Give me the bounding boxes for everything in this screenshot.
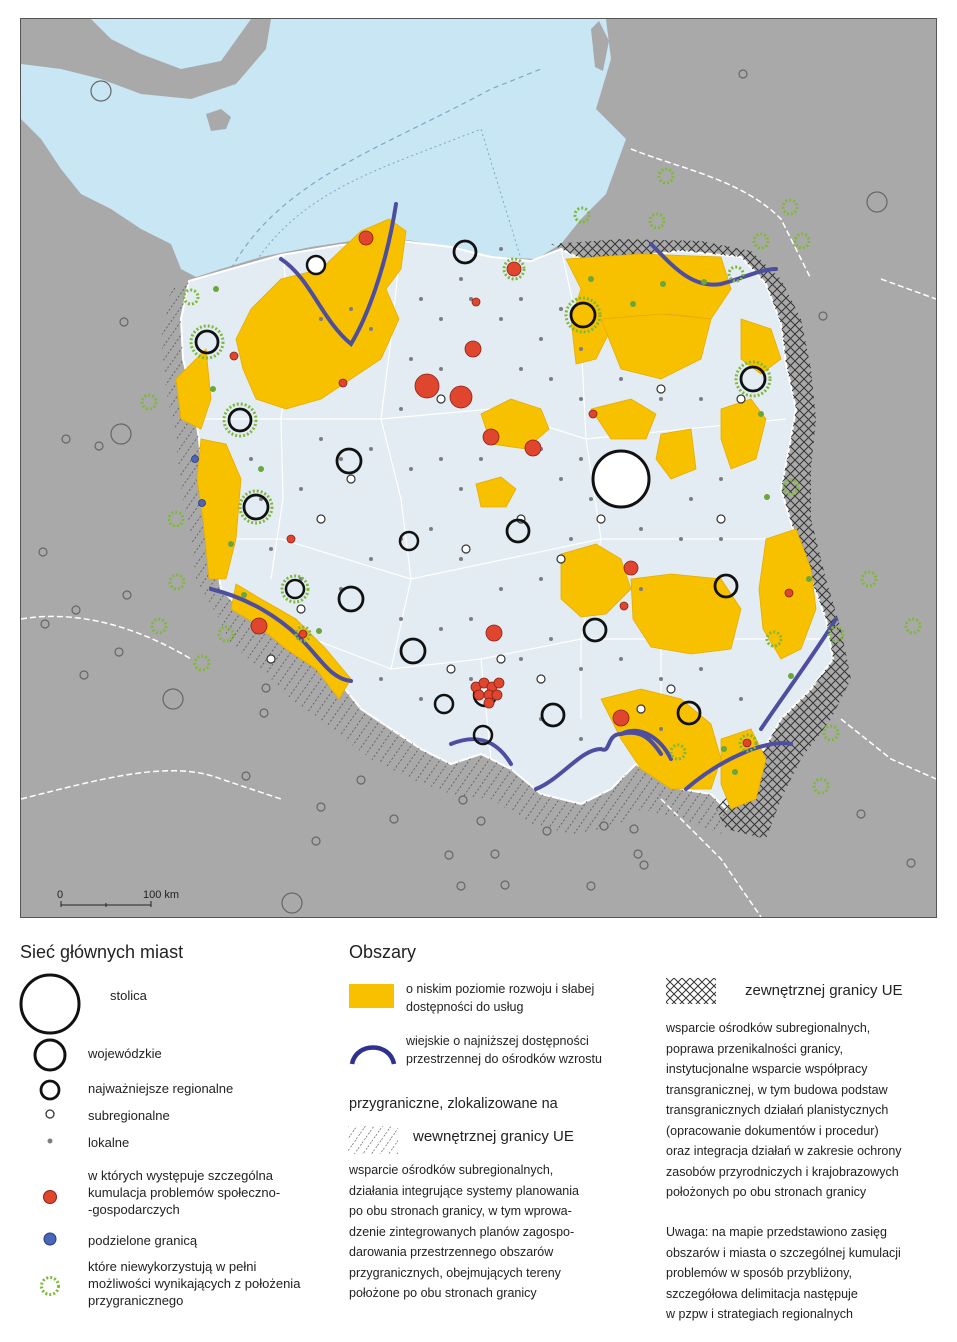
voivodeship-symbol [32, 1037, 68, 1073]
legend-divided: podzielone granicą [88, 1233, 198, 1248]
local-symbol [46, 1137, 54, 1145]
rural-line-symbol [348, 1034, 398, 1068]
low-development-symbol [349, 980, 395, 1010]
scale-zero-label: 0 [57, 889, 64, 901]
legend-border-heading: przygraniczne, zlokalizowane na [349, 1096, 558, 1112]
legend-voivodeship: wojewódzkie [88, 1046, 162, 1061]
map-canvas [21, 19, 936, 917]
scale-end-label: 100 km [143, 889, 180, 901]
problem-city-symbol [41, 1188, 59, 1206]
legend-external-desc: wsparcie ośrodków subregionalnych, poprawa przenikalności granicy, instytucjonalne wsparcie współpracy transgranicznej, w tym budowa podstaw transgranicznych działań planistycznych (opracowanie dokumentów i procedur) oraz integracja działań w zakresie ochrony zasobów przyrodniczych i krajobrazowych położonych po obu stronach granicy [666, 1021, 902, 1199]
legend-low-dev: o niskim poziomie rozwoju i słabej dostępności do usług [406, 982, 595, 1014]
legend-cities-title: Sieć głównych miast [20, 942, 184, 962]
legend [0, 930, 957, 1342]
capital-symbol [18, 972, 82, 1036]
subregional-symbol [44, 1108, 56, 1120]
map-frame [20, 18, 937, 918]
legend-areas-title: Obszary [349, 942, 417, 962]
regional-symbol [38, 1078, 62, 1102]
legend-note: Uwaga: na mapie przedstawiono zasięg obszarów i miasta o szczególnej kumulacji problemów w sposób przybliżony, szczegółowa delimitacja następuje w pzpw i strategiach regionalnych [666, 1225, 901, 1321]
legend-capital: stolica [110, 988, 147, 1003]
legend-local: lokalne [88, 1135, 130, 1150]
legend-regional: najważniejsze regionalne [88, 1081, 234, 1096]
legend-unused: które niewykorzystują w pełni możliwości wynikających z położenia przygranicznego [88, 1259, 301, 1308]
legend-internal-desc: wsparcie ośrodków subregionalnych, działania integrujące systemy planowania po obu stronach granicy, w tym wprowa- dzenie zintegrowanych planów zagospo- darowania przestrzennego obszarów przygranicznych, obejmujących tereny położone po obu stronach granicy [349, 1163, 579, 1300]
border-potential-symbol [38, 1274, 62, 1298]
internal-border-symbol [348, 1126, 398, 1154]
legend-problems: w których występuje szczególna kumulacja problemów społeczno- -gospodarczych [88, 1168, 281, 1217]
external-border-symbol [666, 978, 716, 1004]
divided-city-symbol [41, 1230, 59, 1248]
legend-rural: wiejskie o najniższej dostępności przestrzennej do ośrodków wzrostu [406, 1034, 602, 1066]
legend-internal-border: wewnętrznej granicy UE [413, 1128, 574, 1145]
legend-external-border: zewnętrznej granicy UE [745, 982, 903, 999]
legend-subregional: subregionalne [88, 1108, 170, 1123]
